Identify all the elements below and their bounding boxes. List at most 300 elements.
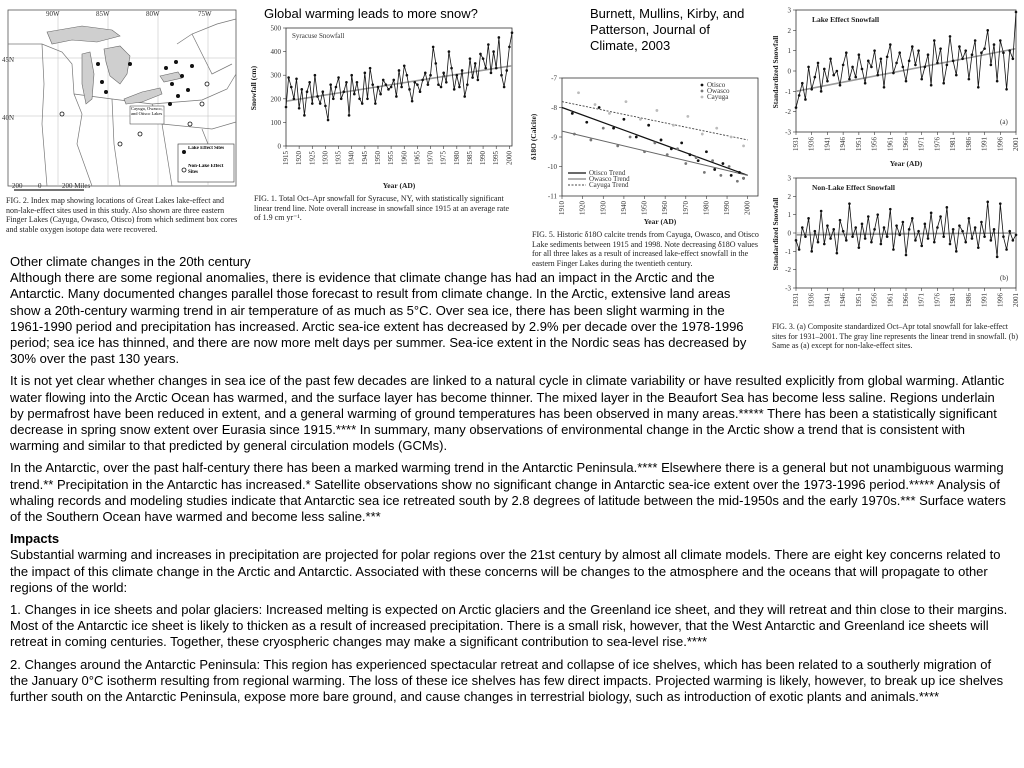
paragraph-arctic: Although there are some regional anomalies, there is evidence that climate change has had an impact in the Arctic and the Antarctic. Many documented changes parallel those forecast to result from climate change. In the Arctic, extensive land areas show a 20th-century warming trend in air temperature of as much as 5°C. Over sea ice, there has been slight warming in the 1961-1990 period and precipitation has increased. Arctic sea-ice extent has decreased by 2.9% per decade over the 1978-1996 period; sea ice has thinned, and there are now more melt days per summer. Sea-ice extent in the Nordic seas has decreased by 30% over the past 130 years.	[10, 270, 747, 367]
trend-line	[562, 108, 748, 176]
data-point	[983, 47, 986, 50]
data-point	[1015, 11, 1018, 14]
data-point	[295, 77, 298, 80]
data-point	[500, 74, 503, 77]
y-tick-label: -9	[551, 133, 557, 142]
citation: Burnett, Mullins, Kirby, and Patterson, Journal of Climate, 2003	[590, 6, 745, 53]
fig5-figure	[526, 72, 766, 268]
legend-label: Owasco	[707, 87, 730, 95]
data-point	[858, 53, 861, 56]
y-axis-label: δ18O (Calcite)	[529, 113, 538, 161]
data-point	[387, 88, 390, 91]
data-point	[851, 66, 854, 69]
data-point	[980, 51, 983, 54]
data-point	[968, 78, 971, 81]
data-point	[293, 98, 296, 101]
data-point	[886, 235, 889, 238]
data-point	[308, 81, 311, 84]
data-point	[952, 228, 955, 231]
panel-a-title: Lake Effect Snowfall	[812, 15, 880, 24]
data-point	[914, 239, 917, 242]
data-point	[920, 245, 923, 248]
data-point	[986, 201, 989, 204]
scale-label-right: 200 Miles	[62, 182, 91, 190]
x-tick-label: 1950	[640, 201, 649, 215]
data-point	[999, 202, 1002, 205]
data-point	[686, 115, 689, 118]
data-point	[930, 84, 933, 87]
paragraph-ice-sheets: 1. Changes in ice sheets and polar glaciers: Increased melting is expected on Arctic glaciers and the Greenland ice sheet, and they will retreat and thin close to their margins. Most of the Antarctic ice sheet is likely to thicken as a result of increased precipitation. There is a small risk, however, that the West Antarctic and Greenland ice sheets will retreat in coming centuries. Together, these cryospheric changes may make a significant contribution to sea-level rise.****	[10, 602, 1008, 650]
data-point	[942, 235, 945, 238]
data-point	[474, 62, 477, 65]
y-tick-label: -2	[785, 266, 791, 275]
data-point	[573, 133, 576, 136]
x-tick-label: 1940	[347, 151, 356, 165]
x-tick-label: 1995	[492, 150, 501, 165]
y-tick-label: -1	[785, 87, 791, 96]
x-tick-label: 1920	[578, 201, 587, 215]
data-point	[876, 74, 879, 77]
data-point	[895, 224, 898, 227]
data-point	[335, 86, 338, 89]
data-point	[285, 106, 288, 109]
data-point	[1008, 49, 1011, 52]
paragraph-sea-ice: It is not yet clear whether changes in sea ice of the past few decades are linked to a natural cycle in climate variability or have resulted explicitly from global warming. Atlantic water flowing into the Arctic Ocean has warmed, and the surface layer has become thinner. The mixed layer in the Beaufort Sea has become less saline. Regions underlain by permafrost have been reduced in extent, and a general warming of ground temperatures has been observed in many areas.***** There has been a statistically significant decrease in spring snow extent over Eurasia since 1915.**** In summary, many observations of environmental change in the Arctic show a trend that is consistent with warming and similar to that predicted by general circulation models (GCMs).	[10, 373, 1005, 454]
data-point	[977, 246, 980, 249]
x-tick-label: 1960	[661, 201, 670, 215]
data-point	[332, 98, 335, 101]
legend-label: Cayuga	[707, 93, 729, 101]
data-point	[933, 241, 936, 244]
y-tick-label: 1	[787, 47, 791, 56]
data-point	[434, 62, 437, 65]
x-tick-label: 1961	[886, 293, 895, 307]
legend-non-lake-effect: Non-Lake Effect Sites	[188, 164, 224, 175]
data-point	[653, 142, 656, 145]
data-line	[286, 33, 512, 120]
data-point	[382, 79, 385, 82]
y-tick-label: 2	[787, 192, 791, 201]
data-point	[804, 98, 807, 101]
data-point	[795, 106, 798, 109]
data-point	[340, 98, 343, 101]
data-point	[577, 91, 580, 94]
x-tick-label: 1950	[373, 151, 382, 165]
data-point	[971, 53, 974, 56]
data-point	[851, 235, 854, 238]
data-point	[680, 142, 683, 145]
data-point	[820, 90, 823, 93]
data-point	[616, 144, 619, 147]
data-point	[898, 234, 901, 237]
panel-b-tag: (b)	[1000, 274, 1009, 282]
data-point	[980, 221, 983, 224]
paragraph-antarctic: In the Antarctic, over the past half-century there has been a marked warming trend in the Antarctic Peninsula.**** Elsewhere there is a general but not unambiguous warming trend.** Precipitation in the Antarctic has increased.* Satellite observations show no significant change in Antarctic sea-ice extent over the 1973-1996 period.***** Analysis of whaling records and modeling studies indicate that Antarctic sea ice retreated south by 2.8 degrees of latitude between the mid-1950s and the early 1970s.*** Surface waters of the Southern Ocean have warmed and become less saline.***	[10, 460, 1006, 525]
data-point	[795, 239, 798, 242]
data-point	[1005, 248, 1008, 251]
data-point	[908, 60, 911, 63]
data-point	[892, 248, 895, 251]
data-point	[353, 93, 356, 96]
x-tick-label: 1920	[295, 151, 304, 165]
data-point	[730, 174, 733, 177]
x-tick-label: 1976	[933, 137, 942, 151]
data-point	[719, 174, 722, 177]
x-tick-label: 1956	[870, 137, 879, 151]
data-point	[911, 45, 914, 48]
x-tick-label: 1990	[479, 151, 488, 165]
legend-label: Otisco	[707, 81, 726, 89]
data-point	[643, 150, 646, 153]
data-point	[466, 83, 469, 86]
data-point	[927, 237, 930, 240]
y-tick-label: 300	[270, 71, 281, 80]
map-caption: FIG. 2. Index map showing locations of Great Lakes lake-effect and non-lake-effect sites used in this study. Also shown are three eastern Finger Lakes (Cayuga, Owasco, Otisco) from which sediment box cores and stable oxygen isotope data were recovered.	[6, 196, 238, 234]
data-point	[477, 79, 480, 82]
data-point	[676, 147, 679, 150]
data-point	[968, 217, 971, 220]
data-point	[482, 57, 485, 60]
data-point	[801, 226, 804, 229]
x-tick-label: 1985	[465, 151, 474, 165]
data-point	[823, 243, 826, 246]
data-point	[939, 215, 942, 218]
data-point	[920, 78, 923, 81]
data-point	[490, 72, 493, 75]
data-point	[817, 62, 820, 65]
data-point	[946, 64, 949, 67]
data-point	[924, 66, 927, 69]
data-point	[345, 81, 348, 84]
data-point	[810, 88, 813, 91]
great-lakes-map	[2, 4, 242, 194]
data-point	[458, 86, 461, 89]
data-point	[390, 86, 393, 89]
data-point	[442, 72, 445, 75]
lake-label: Cayuga, Owasco, and Otisco Lakes	[131, 106, 163, 116]
x-tick-label: 2000	[743, 201, 752, 215]
x-axis-label: Year (AD)	[643, 217, 677, 226]
data-point	[298, 107, 301, 110]
x-tick-label: 1996	[996, 293, 1005, 307]
data-point	[306, 90, 309, 93]
y-axis-label: Standardized Snowfall	[771, 197, 780, 271]
x-tick-label: 1915	[282, 151, 290, 165]
data-point	[807, 217, 810, 220]
data-point	[461, 69, 464, 72]
y-axis-label: Standardized Snowfall	[771, 35, 780, 109]
x-tick-label: 2001	[1012, 293, 1020, 307]
data-point	[711, 159, 714, 162]
data-point	[715, 127, 718, 130]
y-tick-label: 0	[787, 67, 791, 76]
data-point	[880, 243, 883, 246]
y-tick-label: -2	[785, 108, 791, 117]
data-point	[392, 79, 395, 82]
data-point	[842, 64, 845, 67]
data-point	[964, 49, 967, 52]
data-point	[804, 235, 807, 238]
data-point	[608, 112, 611, 115]
y-tick-label: -11	[547, 192, 557, 201]
data-point	[870, 241, 873, 244]
data-point	[419, 90, 422, 93]
data-point	[647, 124, 650, 127]
data-point	[958, 45, 961, 48]
data-point	[290, 86, 293, 89]
data-point	[697, 159, 700, 162]
data-point	[883, 226, 886, 229]
x-tick-label: 1931	[792, 137, 800, 151]
data-point	[854, 76, 857, 79]
x-tick-label: 1971	[917, 137, 926, 151]
data-point	[448, 50, 451, 53]
data-point	[695, 156, 698, 159]
data-point	[337, 76, 340, 79]
paragraph-antarctic-peninsula: 2. Changes around the Antarctic Peninsula: This region has experienced spectacular retreat and collapse of ice shelves, which has been related to a southerly migration of the January 0°C isotherm resulting from regional warming. The loss of these ice shelves has few direct impacts. Projected warming is likely, however, to break up ice shelves further south on the Antarctic Peninsula, expose more bare ground, and cause changes in terrestrial biology, such as introduction of exotic plants and animals.****	[10, 656, 1004, 705]
data-point	[933, 39, 936, 42]
data-point	[949, 35, 952, 38]
data-point	[598, 106, 601, 109]
data-point	[983, 235, 986, 238]
y-tick-label: -10	[547, 163, 557, 171]
data-point	[996, 80, 999, 83]
y-tick-label: -3	[785, 128, 791, 137]
data-point	[492, 50, 495, 53]
data-point	[385, 83, 388, 86]
data-point	[908, 228, 911, 231]
x-tick-label: 1975	[439, 151, 448, 165]
data-point	[873, 49, 876, 52]
paragraph-impacts: Substantial warming and increases in precipitation are projected for polar regions over the 21st century by almost all climate models. There are eight key concerns related to the impact of this climate change in the Arctic and Antarctic. Associated with these concerns will be changes to the atmosphere and the oceans that will propagate to other regions of the world:	[10, 547, 1001, 595]
data-point	[602, 127, 605, 130]
data-point	[471, 76, 474, 79]
data-point	[990, 239, 993, 242]
data-point	[705, 150, 708, 153]
y-axis-label: Snowfall (cm)	[249, 65, 258, 111]
x-tick-label: 1986	[964, 137, 973, 151]
data-point	[817, 241, 820, 244]
data-point	[829, 237, 832, 240]
y-tick-label: -1	[785, 247, 791, 256]
data-point	[406, 74, 409, 77]
data-point	[993, 228, 996, 231]
data-point	[625, 100, 628, 103]
data-point	[505, 69, 508, 72]
data-point	[666, 153, 669, 156]
data-point	[930, 212, 933, 215]
data-point	[408, 88, 411, 91]
data-point	[870, 66, 873, 69]
data-point	[300, 88, 303, 91]
data-point	[911, 217, 914, 220]
data-point	[585, 121, 588, 124]
data-point	[738, 171, 741, 174]
data-point	[986, 29, 989, 32]
d18o-trend-chart	[526, 72, 766, 230]
data-point	[883, 86, 886, 89]
data-point	[842, 230, 845, 233]
data-point	[898, 51, 901, 54]
data-point	[854, 226, 857, 229]
legend-marker	[701, 96, 704, 99]
legend-marker	[701, 90, 704, 93]
x-tick-label: 1941	[823, 137, 832, 151]
data-point	[456, 74, 459, 77]
data-point	[895, 62, 898, 65]
headline: Global warming leads to more snow?	[264, 6, 478, 21]
data-point	[736, 180, 739, 183]
data-point	[508, 46, 511, 49]
data-point	[495, 67, 498, 70]
x-tick-label: 2001	[1012, 137, 1020, 151]
data-point	[660, 139, 663, 142]
data-point	[832, 228, 835, 231]
data-point	[639, 118, 642, 121]
data-line	[796, 202, 1016, 257]
data-point	[369, 67, 372, 70]
data-point	[612, 127, 615, 130]
x-tick-label: 1990	[723, 201, 732, 215]
data-point	[672, 124, 675, 127]
data-point	[936, 62, 939, 65]
x-tick-label: 1965	[413, 151, 422, 165]
x-tick-label: 1991	[980, 137, 989, 151]
data-point	[880, 58, 883, 61]
data-point	[942, 82, 945, 85]
x-tick-label: 1940	[619, 201, 628, 215]
data-point	[902, 221, 905, 224]
x-tick-label: 1946	[839, 293, 848, 307]
x-tick-label: 1930	[321, 151, 330, 165]
lon-label-85w: 85W	[96, 10, 110, 18]
impacts-title: Impacts	[10, 531, 60, 547]
data-point	[1012, 58, 1015, 61]
y-tick-label: 100	[270, 118, 281, 127]
legend-label: Owasco Trend	[589, 175, 630, 183]
data-point	[798, 94, 801, 97]
data-point	[316, 95, 319, 98]
data-point	[864, 237, 867, 240]
x-tick-label: 1980	[702, 201, 711, 215]
lon-label-80w: 80W	[146, 10, 160, 18]
chart-title: Syracuse Snowfall	[292, 32, 345, 40]
data-point	[905, 80, 908, 83]
legend-marker	[701, 84, 704, 87]
section1-title: Other climate changes in the 20th century	[10, 254, 251, 269]
x-tick-label: 1951	[854, 293, 863, 307]
data-point	[924, 223, 927, 226]
data-point	[416, 83, 419, 86]
map-figure	[2, 4, 242, 236]
legend-label: Cayuga Trend	[589, 181, 629, 189]
data-point	[807, 66, 810, 69]
x-tick-label: 1936	[807, 137, 816, 151]
data-point	[810, 250, 813, 253]
data-point	[889, 208, 892, 211]
data-point	[971, 237, 974, 240]
data-point	[403, 64, 406, 67]
data-point	[867, 215, 870, 218]
data-point	[955, 250, 958, 253]
data-point	[798, 248, 801, 251]
data-point	[450, 67, 453, 70]
data-point	[395, 95, 398, 98]
data-point	[861, 223, 864, 226]
data-point	[350, 74, 353, 77]
data-point	[377, 86, 380, 89]
x-tick-label: 1961	[886, 137, 895, 151]
x-tick-label: 1991	[980, 293, 989, 307]
scale-label-zero: 0	[38, 182, 42, 190]
y-tick-label: 200	[270, 95, 281, 104]
data-point	[287, 76, 290, 79]
y-tick-label: 0	[787, 229, 791, 238]
legend-lake-effect: Lake Effect Sites	[188, 146, 225, 151]
data-point	[437, 83, 440, 86]
data-point	[958, 224, 961, 227]
syracuse-snowfall-chart	[244, 20, 524, 195]
data-point	[424, 72, 427, 75]
data-point	[993, 43, 996, 46]
x-tick-label: 1960	[400, 151, 409, 165]
data-point	[814, 76, 817, 79]
data-point	[503, 86, 506, 89]
y-tick-label: -3	[785, 284, 791, 293]
data-point	[861, 68, 864, 71]
data-point	[845, 239, 848, 242]
lake-effect-chart	[768, 2, 1022, 170]
data-point	[889, 43, 892, 46]
y-tick-label: 3	[787, 6, 791, 15]
data-point	[374, 102, 377, 105]
data-point	[1012, 239, 1015, 242]
data-point	[949, 243, 952, 246]
data-point	[730, 136, 733, 139]
fig5-caption: FIG. 5. Historic δ18O calcite trends from Cayuga, Owasco, and Otisco Lake sediments between 1915 and 1998. Note decreasing δ18O values for all three lakes as a result of increased lake-effect snowfall in the eastern Finger Lakes during the twentieth century.	[532, 230, 759, 268]
data-point	[329, 83, 332, 86]
data-point	[622, 118, 625, 121]
x-tick-label: 1976	[933, 293, 942, 307]
x-tick-label: 1930	[599, 201, 608, 215]
data-point	[955, 74, 958, 77]
data-point	[487, 43, 490, 46]
data-point	[400, 86, 403, 89]
data-point	[832, 74, 835, 77]
legend-label: Otisco Trend	[589, 169, 626, 177]
data-point	[999, 39, 1002, 42]
x-tick-label: 1966	[902, 293, 910, 307]
x-tick-label: 1970	[681, 201, 690, 215]
data-point	[703, 171, 706, 174]
data-point	[839, 219, 842, 222]
x-tick-label: 1956	[870, 293, 879, 307]
data-point	[511, 31, 514, 34]
data-point	[427, 83, 430, 86]
data-point	[902, 66, 905, 69]
x-tick-label: 1936	[807, 293, 816, 307]
data-point	[469, 57, 472, 60]
data-point	[589, 139, 592, 142]
x-axis-label: Year (AD)	[889, 159, 923, 168]
data-point	[864, 82, 867, 85]
data-point	[484, 67, 487, 70]
fig1-figure	[244, 20, 524, 235]
panel-b-title: Non-Lake Effect Snowfall	[812, 183, 895, 192]
data-point	[845, 51, 848, 54]
data-point	[848, 202, 851, 205]
data-point	[939, 47, 942, 50]
